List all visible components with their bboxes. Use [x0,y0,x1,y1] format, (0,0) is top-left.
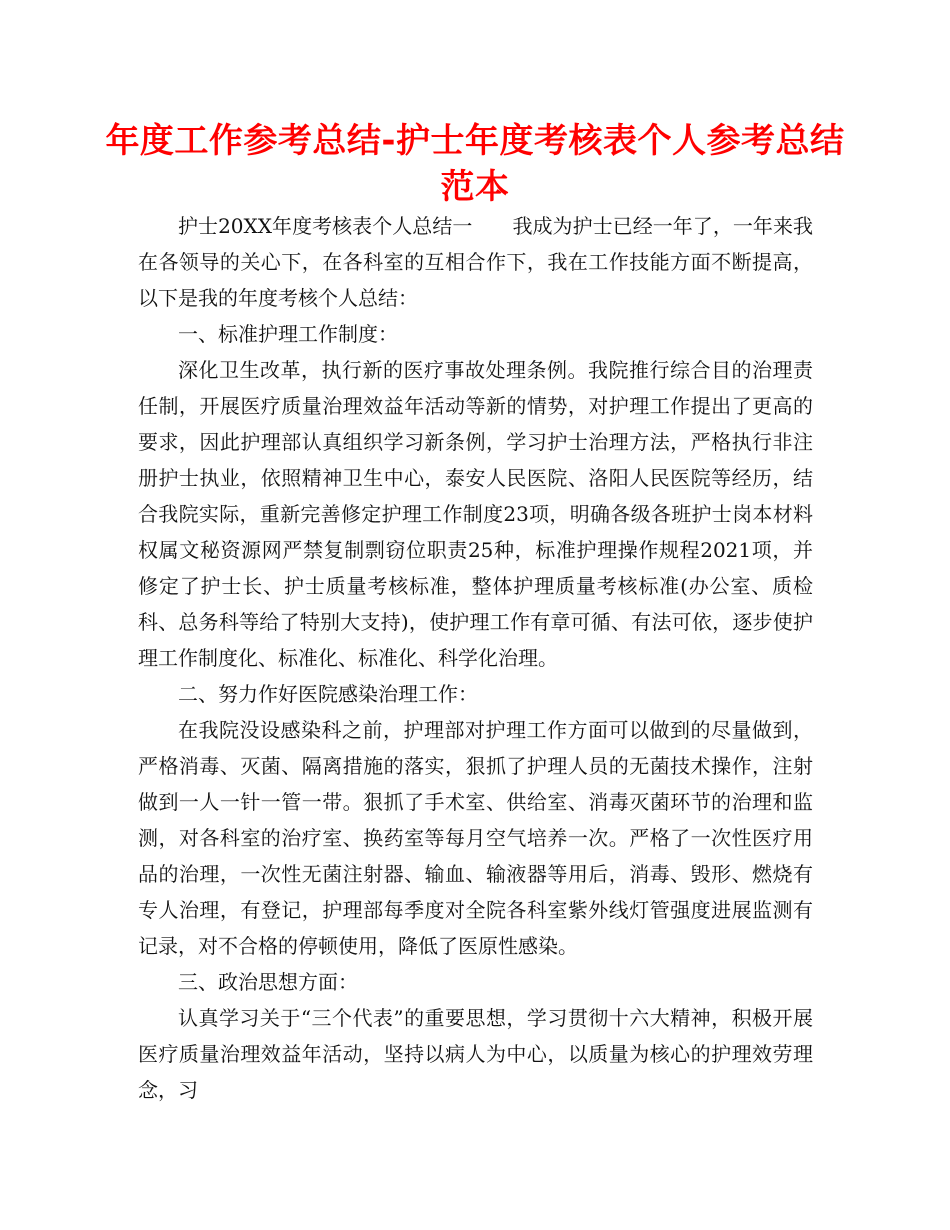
paragraph-intro: 护士20XX年度考核表个人总结一 我成为护士已经一年了，一年来我在各领导的关心下，在各科室的互相合作下，我在工作技能方面不断提高，以下是我的年度考核个人总结： [138,214,813,310]
section-heading-2: 二、努力作好医院感染治理工作： [178,682,478,706]
paragraph-section-3: 认真学习关于“三个代表”的重要思想，学习贯彻十六大精神，积极开展医疗质量治理效益年活动，坚持以病人为中心，以质量为核心的护理效劳理念，习 [138,1006,813,1102]
section-heading-3: 三、政治思想方面： [178,970,358,994]
document-title: 年度工作参考总结-护士年度考核表个人参考总结范本 [105,121,845,207]
paragraph-section-2: 在我院没设感染科之前，护理部对护理工作方面可以做到的尽量做到，严格消毒、灭菌、隔离措施的落实，狠抓了护理人员的无菌技术操作，注射做到一人一针一管一带。狠抓了手术室、供给室、消毒灭菌环节的治理和监测，对各科室的治疗室、换药室等每月空气培养一次。严格了一次性医疗用品的治理，一次性无菌注射器、输血、输液器等用后，消毒、毁形、燃烧有专人治理，有登记，护理部每季度对全院各科室紫外线灯管强度进展监测有记录，对不合格的停顿使用，降低了医原性感染。 [138,718,813,958]
paragraph-section-1: 深化卫生改革，执行新的医疗事故处理条例。我院推行综合目的治理责任制，开展医疗质量治理效益年活动等新的情势，对护理工作提出了更高的要求，因此护理部认真组织学习新条例，学习护士治理方法，严格执行非注册护士执业，依照精神卫生中心，泰安人民医院、洛阳人民医院等经历，结合我院实际，重新完善修定护理工作制度23项，明确各级各班护士岗本材料权属文秘资源网严禁复制剽窃位职责25种，标准护理操作规程2021项，并修定了护士长、护士质量考核标准，整体护理质量考核标准(办公室、质检科、总务科等给了特别大支持)，使护理工作有章可循、有法可依，逐步使护理工作制度化、标准化、标准化、科学化治理。 [138,358,813,670]
section-heading-1: 一、标准护理工作制度： [178,322,398,346]
document-body [138,208,813,1108]
